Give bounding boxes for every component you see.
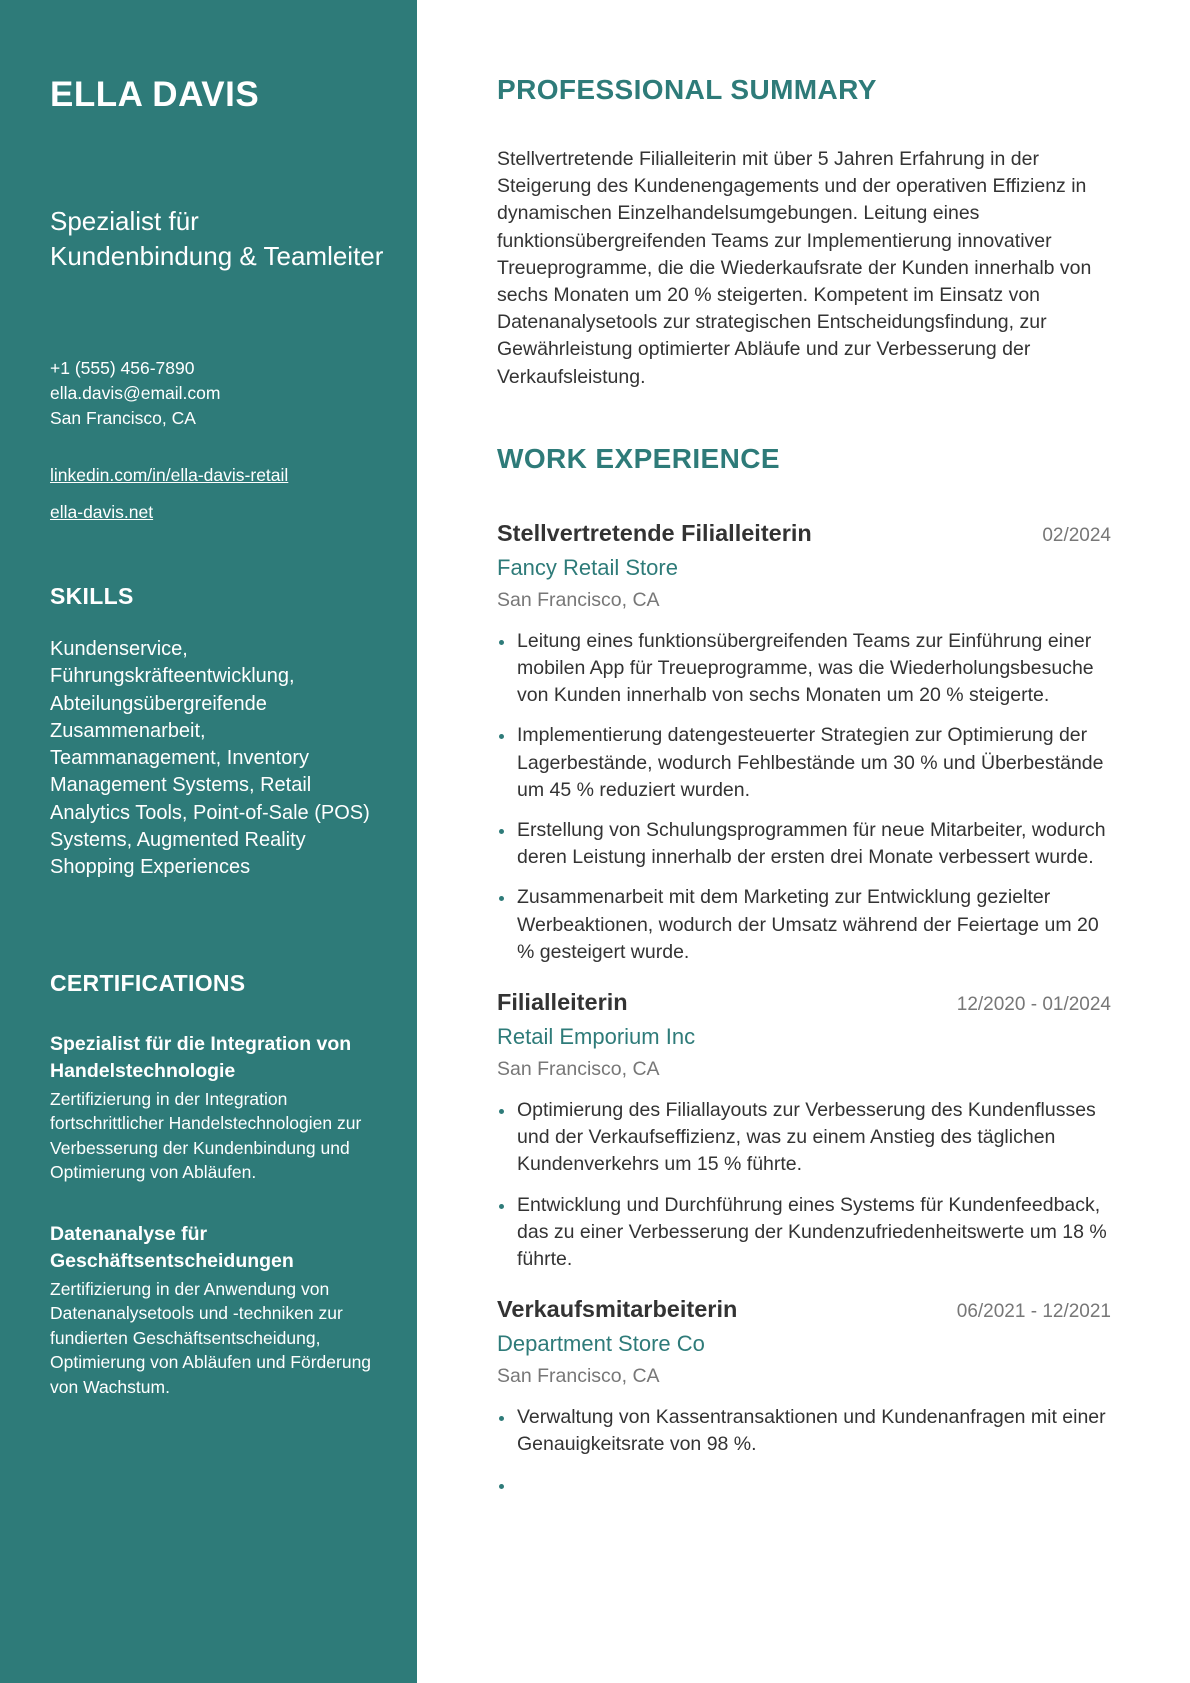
summary-text: Stellvertretende Filialleiterin mit über 5 Jahren Erfahrung in der Steigerung des Kundenengagements und der operativen Effizienz in dynamischen Einzelhandelsumgebungen. Leitung eines funktionsübergreifenden Teams zur Implementierung innovativer Treueprogramme, die die Wiederkaufsrate der Kunden innerhalb von sechs Monaten um 20 % steigerten. Kompetent im Einsatz von Datenanalysetools zur strategischen Entscheidungsfindung, zur Gewährleistung optimierter Abläufe und zur Verbesserung der Verkaufsleistung. (497, 148, 1092, 388)
contact-info (50, 356, 387, 431)
job-bullet: Erstellung von Schulungsprogrammen für neue Mitarbeiter, wodurch deren Leistung innerhalb der ersten drei Monate verbessert wurde. (497, 817, 1111, 871)
job-bullet: Implementierung datengesteuerter Strategien zur Optimierung der Lagerbestände, wodurch Fehlbestände um 30 % und Überbestände um 45 % reduziert wurden. (497, 722, 1111, 804)
certification-item (50, 1221, 387, 1400)
main-content (497, 0, 1111, 1512)
certification-title: Datenanalyse für Geschäftsentscheidungen (50, 1222, 294, 1272)
email: ella.davis@email.com (50, 383, 221, 403)
job-entry (497, 517, 1111, 966)
company-name: Fancy Retail Store (497, 554, 678, 580)
phone: +1 (555) 456-7890 (50, 358, 195, 378)
skills-heading: SKILLS (50, 583, 134, 609)
location: San Francisco, CA (50, 408, 196, 428)
certification-description: Zertifizierung in der Anwendung von Datenanalysetools und -techniken zur fundierten Geschäftsentscheidung, Optimierung von Abläufen und Förderung von Wachstum. (50, 1278, 372, 1397)
website-link[interactable]: ella-davis.net (50, 502, 154, 522)
job-bullet (497, 1472, 1111, 1499)
job-header (497, 1293, 1111, 1325)
job-bullet: Leitung eines funktionsübergreifenden Teams zur Einführung einer mobilen App für Treueprogramme, was die Wiederholungsbesuche von Kunden innerhalb von sechs Monaten um 20 % steigerte. (497, 628, 1111, 710)
company-name: Department Store Co (497, 1331, 705, 1357)
job-location: San Francisco, CA (497, 588, 660, 611)
work-experience-heading: WORK EXPERIENCE (497, 442, 780, 474)
job-bullets (497, 1097, 1111, 1273)
job-bullets (497, 628, 1111, 966)
job-bullet: Zusammenarbeit mit dem Marketing zur Entwicklung gezielter Werbeaktionen, wodurch der Umsatz während der Feiertage um 20 % gesteigert wurde. (497, 884, 1111, 966)
certification-title: Spezialist für die Integration von Handelstechnologie (50, 1032, 352, 1082)
job-bullet: Entwicklung und Durchführung eines Systems für Kundenfeedback, das zu einer Verbesserung der Kundenzufriedenheitswerte um 18 % führte. (497, 1192, 1111, 1274)
job-title: Verkaufsmitarbeiterin (497, 1296, 738, 1323)
job-date: 02/2024 (1042, 524, 1111, 546)
company-name: Retail Emporium Inc (497, 1024, 696, 1050)
job-date: 06/2021 - 12/2021 (956, 1301, 1111, 1323)
job-entry (497, 986, 1111, 1273)
candidate-name: ELLA DAVIS (50, 75, 260, 114)
job-header (497, 517, 1111, 549)
job-date: 12/2020 - 01/2024 (956, 994, 1111, 1016)
job-title: Filialleiterin (497, 989, 628, 1016)
job-header (497, 986, 1111, 1018)
certification-description: Zertifizierung in der Integration fortschrittlicher Handelstechnologien zur Verbesserung der Kundenbindung und Optimierung von Abläufen. (50, 1088, 362, 1183)
certifications-heading: CERTIFICATIONS (50, 969, 246, 996)
summary-heading: PROFESSIONAL SUMMARY (497, 74, 877, 105)
job-bullet: Optimierung des Filiallayouts zur Verbesserung des Kundenflusses und der Verkaufseffizienz, was zu einem Anstieg des täglichen Kundenverkehrs um 15 % führte. (497, 1097, 1111, 1179)
job-location: San Francisco, CA (497, 1058, 660, 1081)
job-entry (497, 1293, 1111, 1498)
job-title: Stellvertretende Filialleiterin (497, 519, 812, 546)
job-bullets (497, 1404, 1111, 1498)
sidebar (0, 0, 417, 1683)
headline: Spezialist für Kundenbindung & Teamleiter (50, 206, 384, 271)
certification-item (50, 1031, 387, 1185)
linkedin-link[interactable]: linkedin.com/in/ella-davis-retail (50, 465, 289, 485)
certifications-list (50, 1031, 387, 1400)
job-location: San Francisco, CA (497, 1365, 660, 1388)
skills-list: Kundenservice, Führungskräfteentwicklung, Abteilungsübergreifende Zusammenarbeit, Teammanagement, Inventory Management Systems, Retail Analytics Tools, Point-of-Sale (POS) Systems, Augmented Reality Shopping Experiences (50, 638, 370, 879)
job-bullet: Verwaltung von Kassentransaktionen und Kundenanfragen mit einer Genauigkeitsrate von 98 %. (497, 1404, 1111, 1458)
